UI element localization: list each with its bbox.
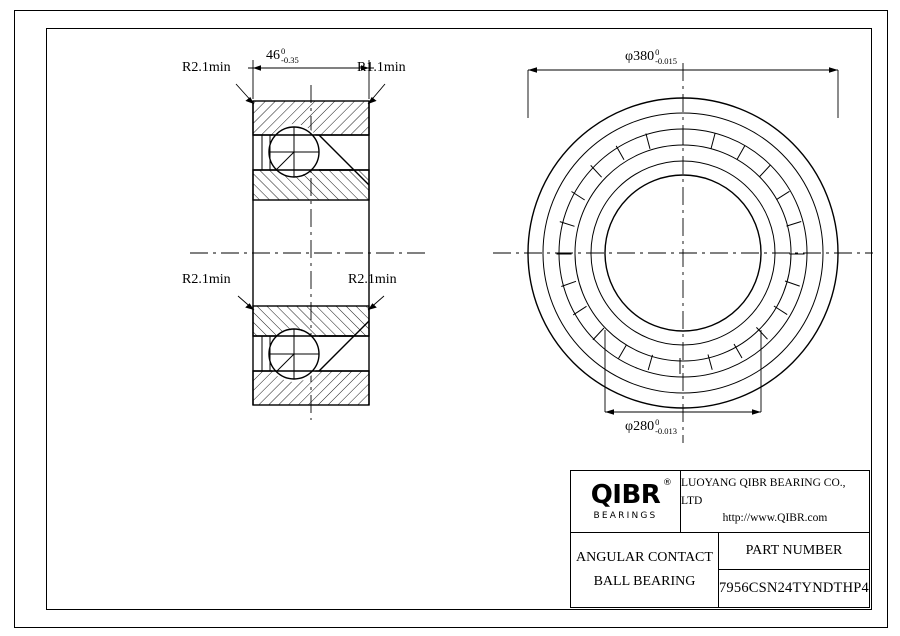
registered-trademark-icon: ®	[662, 478, 672, 488]
width-dimension-label: 46 0 -0.35	[266, 46, 299, 65]
company-name: LUOYANG QIBR BEARING CO., LTD	[681, 476, 846, 507]
front-view	[493, 63, 873, 443]
chamfer-note-top-right: R1.1min	[357, 60, 406, 75]
logo-text: QIBR ®	[590, 478, 672, 510]
company-info	[681, 475, 869, 528]
outer-diameter-label: φ380 0 -0.015	[625, 47, 678, 66]
product-line-1: ANGULAR CONTACT	[576, 549, 713, 565]
chamfer-note-bottom-left: R2.1min	[182, 272, 231, 287]
title-block-body	[571, 533, 869, 607]
product-line-2: BALL BEARING	[593, 574, 696, 589]
chamfer-note-bottom-right: R2.1min	[348, 272, 397, 287]
title-block-header	[571, 471, 869, 533]
part-number-block	[719, 533, 869, 607]
title-block	[570, 470, 870, 608]
chamfer-note-top-left: R2.1min	[182, 60, 231, 75]
bore-diameter-label: φ280 0 -0.013	[625, 417, 678, 436]
part-number-value: 7956CSN24TYNDTHP4	[718, 580, 869, 596]
logo-subtitle: BEARINGS	[593, 511, 658, 521]
company-logo	[571, 471, 681, 532]
section-view	[190, 60, 430, 420]
product-description	[571, 533, 719, 607]
part-number-label: PART NUMBER	[719, 533, 869, 570]
company-url[interactable]: http://www.QIBR.com	[722, 512, 828, 525]
